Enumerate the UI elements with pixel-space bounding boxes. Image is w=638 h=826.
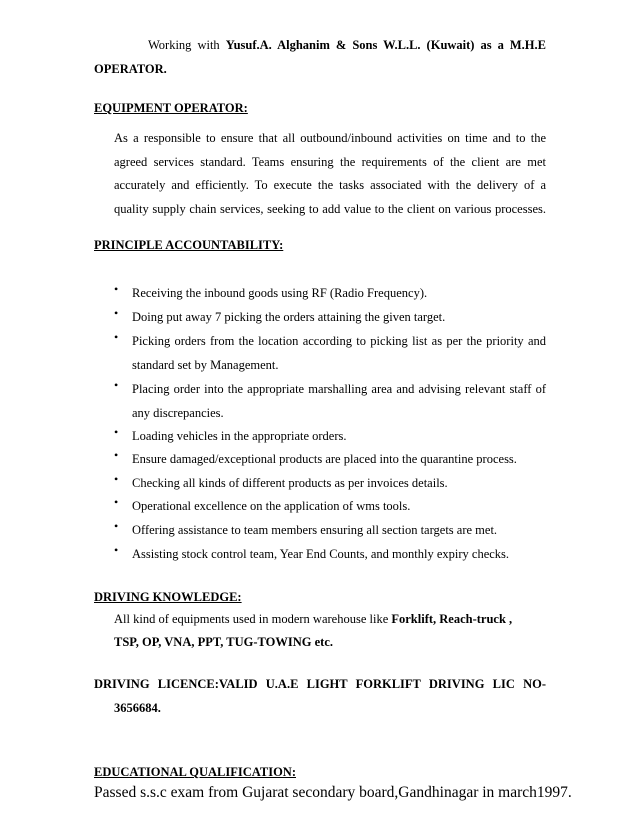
list-item-text: Checking all kinds of different products as per invoices details. xyxy=(132,476,448,490)
equipment-operator-line: quality supply chain services, seeking to add value to the client on various processes. xyxy=(114,201,546,216)
bullet-icon: • xyxy=(114,448,119,462)
list-item-text: Operational excellence on the application of wms tools. xyxy=(132,499,411,513)
bullet-icon: • xyxy=(114,543,119,557)
driving-licence-number: 3656684. xyxy=(114,701,161,715)
list-item-text: Assisting stock control team, Year End Counts, and monthly expiry checks. xyxy=(132,547,510,561)
bullet-icon: • xyxy=(114,495,119,509)
list-item-text: Loading vehicles in the appropriate orders. xyxy=(132,429,347,443)
list-item-text: Offering assistance to team members ensuring all section targets are met. xyxy=(132,523,498,537)
equipment-operator-heading: EQUIPMENT OPERATOR: xyxy=(94,101,248,115)
intro-line-2: OPERATOR. xyxy=(94,62,167,76)
equipment-operator-line: agreed services standard. Teams ensuring the requirements of the client are met xyxy=(114,154,546,169)
list-item-text: Doing put away 7 picking the orders attaining the given target. xyxy=(132,310,446,324)
intro-line-1 xyxy=(148,38,546,53)
list-item-text: Receiving the inbound goods using RF (Radio Frequency). xyxy=(132,286,428,300)
driving-knowledge-heading: DRIVING KNOWLEDGE: xyxy=(94,590,242,604)
driving-knowledge-line-2: TSP, OP, VNA, PPT, TUG-TOWING etc. xyxy=(114,635,334,649)
equipment-operator-line: As a responsible to ensure that all outbound/inbound activities on time and to the xyxy=(114,131,546,145)
bullet-icon: • xyxy=(114,519,119,533)
principle-accountability-heading: PRINCIPLE ACCOUNTABILITY: xyxy=(94,238,284,252)
equipment-operator-line: accurately and efficiently. To execute the tasks associated with the delivery of a xyxy=(114,178,546,192)
bullet-icon: • xyxy=(114,330,119,344)
intro-prefix: Working with xyxy=(148,38,226,52)
bullet-icon: • xyxy=(114,472,119,486)
equipment-operator-paragraph xyxy=(114,127,546,221)
driving-knowledge-text: All kind of equipments used in modern warehouse like xyxy=(114,612,392,626)
education-heading: EDUCATIONAL QUALIFICATION: xyxy=(94,765,296,779)
driving-knowledge-equipment: Forklift, Reach-truck , xyxy=(391,612,513,626)
list-item-text: any discrepancies. xyxy=(132,405,224,420)
list-item-text: Placing order into the appropriate marshalling area and advising relevant staff of xyxy=(132,382,546,396)
bullet-icon: • xyxy=(114,378,119,392)
intro-company: Yusuf.A. Alghanim & Sons W.L.L. (Kuwait) as a M.H.E xyxy=(225,38,546,52)
driving-knowledge-line-1 xyxy=(114,612,512,627)
bullet-icon: • xyxy=(114,306,119,320)
driving-licence-line-1: DRIVING LICENCE:VALID U.A.E LIGHT FORKLIFT DRIVING LIC NO- xyxy=(94,677,546,691)
list-item-text: Ensure damaged/exceptional products are placed into the quarantine process. xyxy=(132,452,517,466)
bullet-icon: • xyxy=(114,425,119,439)
bullet-icon: • xyxy=(114,282,119,296)
education-line: Passed s.s.c exam from Gujarat secondary board,Gandhinagar in march1997. xyxy=(94,784,572,801)
list-item-text: Picking orders from the location according to picking list as per the priority and xyxy=(132,334,546,348)
list-item-text: standard set by Management. xyxy=(132,357,279,372)
